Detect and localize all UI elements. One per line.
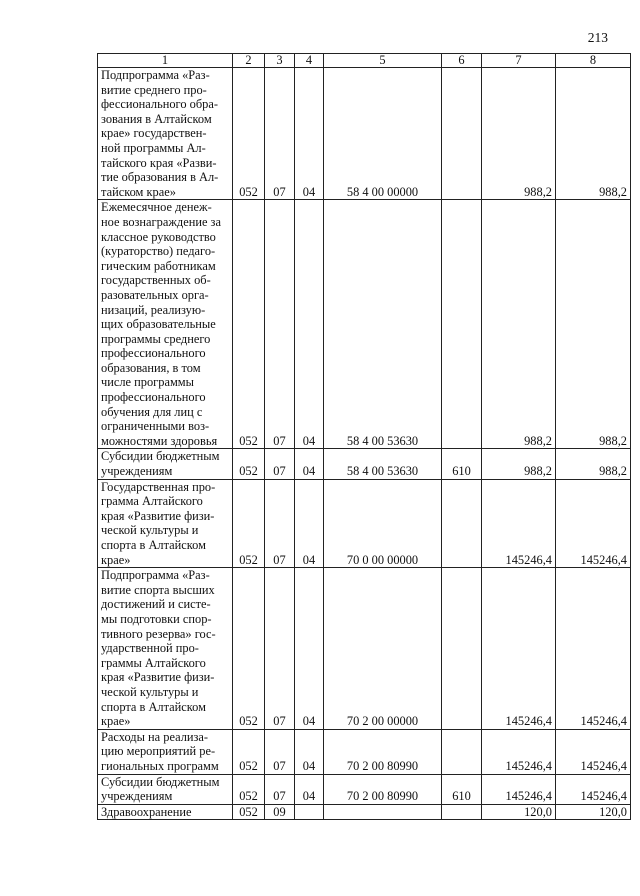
expense-type-cell xyxy=(442,479,482,568)
row-name-text: Субсидии бюджетным учреждениям xyxy=(101,449,220,479)
row-name-text: Государственная про- грамма Алтайского края «Развитие физи- ческой культуры и спорта в Алтайском крае» xyxy=(101,479,216,567)
row-name-text: Расходы на реализа- цию мероприятий ре- гиональных программ xyxy=(101,729,219,773)
amount-cell: 145246,4 xyxy=(482,568,556,730)
target-article-cell: 58 4 00 53630 xyxy=(324,200,442,449)
expense-type-cell xyxy=(442,804,482,820)
header-cell: 3 xyxy=(265,54,295,68)
section-code-cell: 07 xyxy=(265,200,295,449)
amount-cell: 145246,4 xyxy=(482,729,556,774)
header-cell: 2 xyxy=(233,54,265,68)
ministry-code-cell: 052 xyxy=(233,804,265,820)
row-name-text: Ежемесячное денеж- ное вознаграждение за классное руководство (кураторство) педаго- гическим работникам государственных об- разовательных орга- низаций, реализую- щих образовательные программы среднего профессионального образования, в том числе программы профессионального обучения для лиц с ограниченными воз- можностями здоровья xyxy=(101,200,221,448)
expense-type-cell xyxy=(442,568,482,730)
target-article-cell: 58 4 00 00000 xyxy=(324,68,442,200)
budget-table xyxy=(97,53,631,820)
amount-cell: 988,2 xyxy=(556,449,631,479)
row-name-text: Подпрограмма «Раз- витие спорта высших достижений и систе- мы подготовки спор- тивного резерва» гос- ударственной про- граммы Алтайского края «Развитие физи- ческой культуры и спорта в Алтайском крае» xyxy=(101,568,216,729)
amount-cell: 145246,4 xyxy=(556,479,631,568)
row-name-text: Подпрограмма «Раз- витие среднего про- фессионального обра- зования в Алтайском крае» государствен- ной программы Ал- тайского края «Разви- тие образования в Ал- тайском крае» xyxy=(101,68,219,199)
target-article-cell xyxy=(324,804,442,820)
target-article-cell: 70 2 00 80990 xyxy=(324,729,442,774)
header-cell: 1 xyxy=(98,54,233,68)
row-name-text: Субсидии бюджетным учреждениям xyxy=(101,774,220,804)
section-code-cell: 07 xyxy=(265,68,295,200)
row-name-cell xyxy=(98,568,233,730)
row-name-cell xyxy=(98,479,233,568)
amount-cell: 988,2 xyxy=(482,68,556,200)
amount-cell: 120,0 xyxy=(556,804,631,820)
target-article-cell: 58 4 00 53630 xyxy=(324,449,442,479)
table-row xyxy=(98,774,631,804)
ministry-code-cell: 052 xyxy=(233,479,265,568)
subsection-code-cell: 04 xyxy=(295,479,324,568)
ministry-code-cell: 052 xyxy=(233,774,265,804)
row-name-cell xyxy=(98,68,233,200)
amount-cell: 988,2 xyxy=(556,200,631,449)
expense-type-cell: 610 xyxy=(442,774,482,804)
subsection-code-cell: 04 xyxy=(295,68,324,200)
section-code-cell: 07 xyxy=(265,729,295,774)
amount-cell: 145246,4 xyxy=(556,774,631,804)
table-row xyxy=(98,200,631,449)
row-name-cell xyxy=(98,449,233,479)
table-row xyxy=(98,804,631,820)
amount-cell: 988,2 xyxy=(482,200,556,449)
table-row xyxy=(98,568,631,730)
amount-cell: 145246,4 xyxy=(556,729,631,774)
amount-cell: 145246,4 xyxy=(482,479,556,568)
target-article-cell: 70 2 00 80990 xyxy=(324,774,442,804)
amount-cell: 145246,4 xyxy=(556,568,631,730)
ministry-code-cell: 052 xyxy=(233,68,265,200)
ministry-code-cell: 052 xyxy=(233,729,265,774)
subsection-code-cell: 04 xyxy=(295,774,324,804)
table-row xyxy=(98,729,631,774)
section-code-cell: 07 xyxy=(265,449,295,479)
row-name-cell xyxy=(98,774,233,804)
amount-cell: 145246,4 xyxy=(482,774,556,804)
ministry-code-cell: 052 xyxy=(233,200,265,449)
expense-type-cell xyxy=(442,200,482,449)
subsection-code-cell xyxy=(295,804,324,820)
row-name-cell xyxy=(98,804,233,820)
table-header-row xyxy=(98,54,631,68)
target-article-cell: 70 0 00 00000 xyxy=(324,479,442,568)
subsection-code-cell: 04 xyxy=(295,729,324,774)
amount-cell: 988,2 xyxy=(556,68,631,200)
table-row xyxy=(98,479,631,568)
row-name-text: Здравоохранение xyxy=(101,804,192,819)
header-cell: 5 xyxy=(324,54,442,68)
target-article-cell: 70 2 00 00000 xyxy=(324,568,442,730)
table-row xyxy=(98,68,631,200)
row-name-cell xyxy=(98,200,233,449)
section-code-cell: 07 xyxy=(265,479,295,568)
row-name-cell xyxy=(98,729,233,774)
subsection-code-cell: 04 xyxy=(295,449,324,479)
page-number: 213 xyxy=(587,30,608,45)
ministry-code-cell: 052 xyxy=(233,449,265,479)
subsection-code-cell: 04 xyxy=(295,568,324,730)
amount-cell: 120,0 xyxy=(482,804,556,820)
section-code-cell: 07 xyxy=(265,568,295,730)
expense-type-cell xyxy=(442,729,482,774)
subsection-code-cell: 04 xyxy=(295,200,324,449)
expense-type-cell xyxy=(442,68,482,200)
ministry-code-cell: 052 xyxy=(233,568,265,730)
section-code-cell: 07 xyxy=(265,774,295,804)
section-code-cell: 09 xyxy=(265,804,295,820)
expense-type-cell: 610 xyxy=(442,449,482,479)
table-row xyxy=(98,449,631,479)
header-cell: 7 xyxy=(482,54,556,68)
amount-cell: 988,2 xyxy=(482,449,556,479)
header-cell: 8 xyxy=(556,54,631,68)
header-cell: 4 xyxy=(295,54,324,68)
header-cell: 6 xyxy=(442,54,482,68)
